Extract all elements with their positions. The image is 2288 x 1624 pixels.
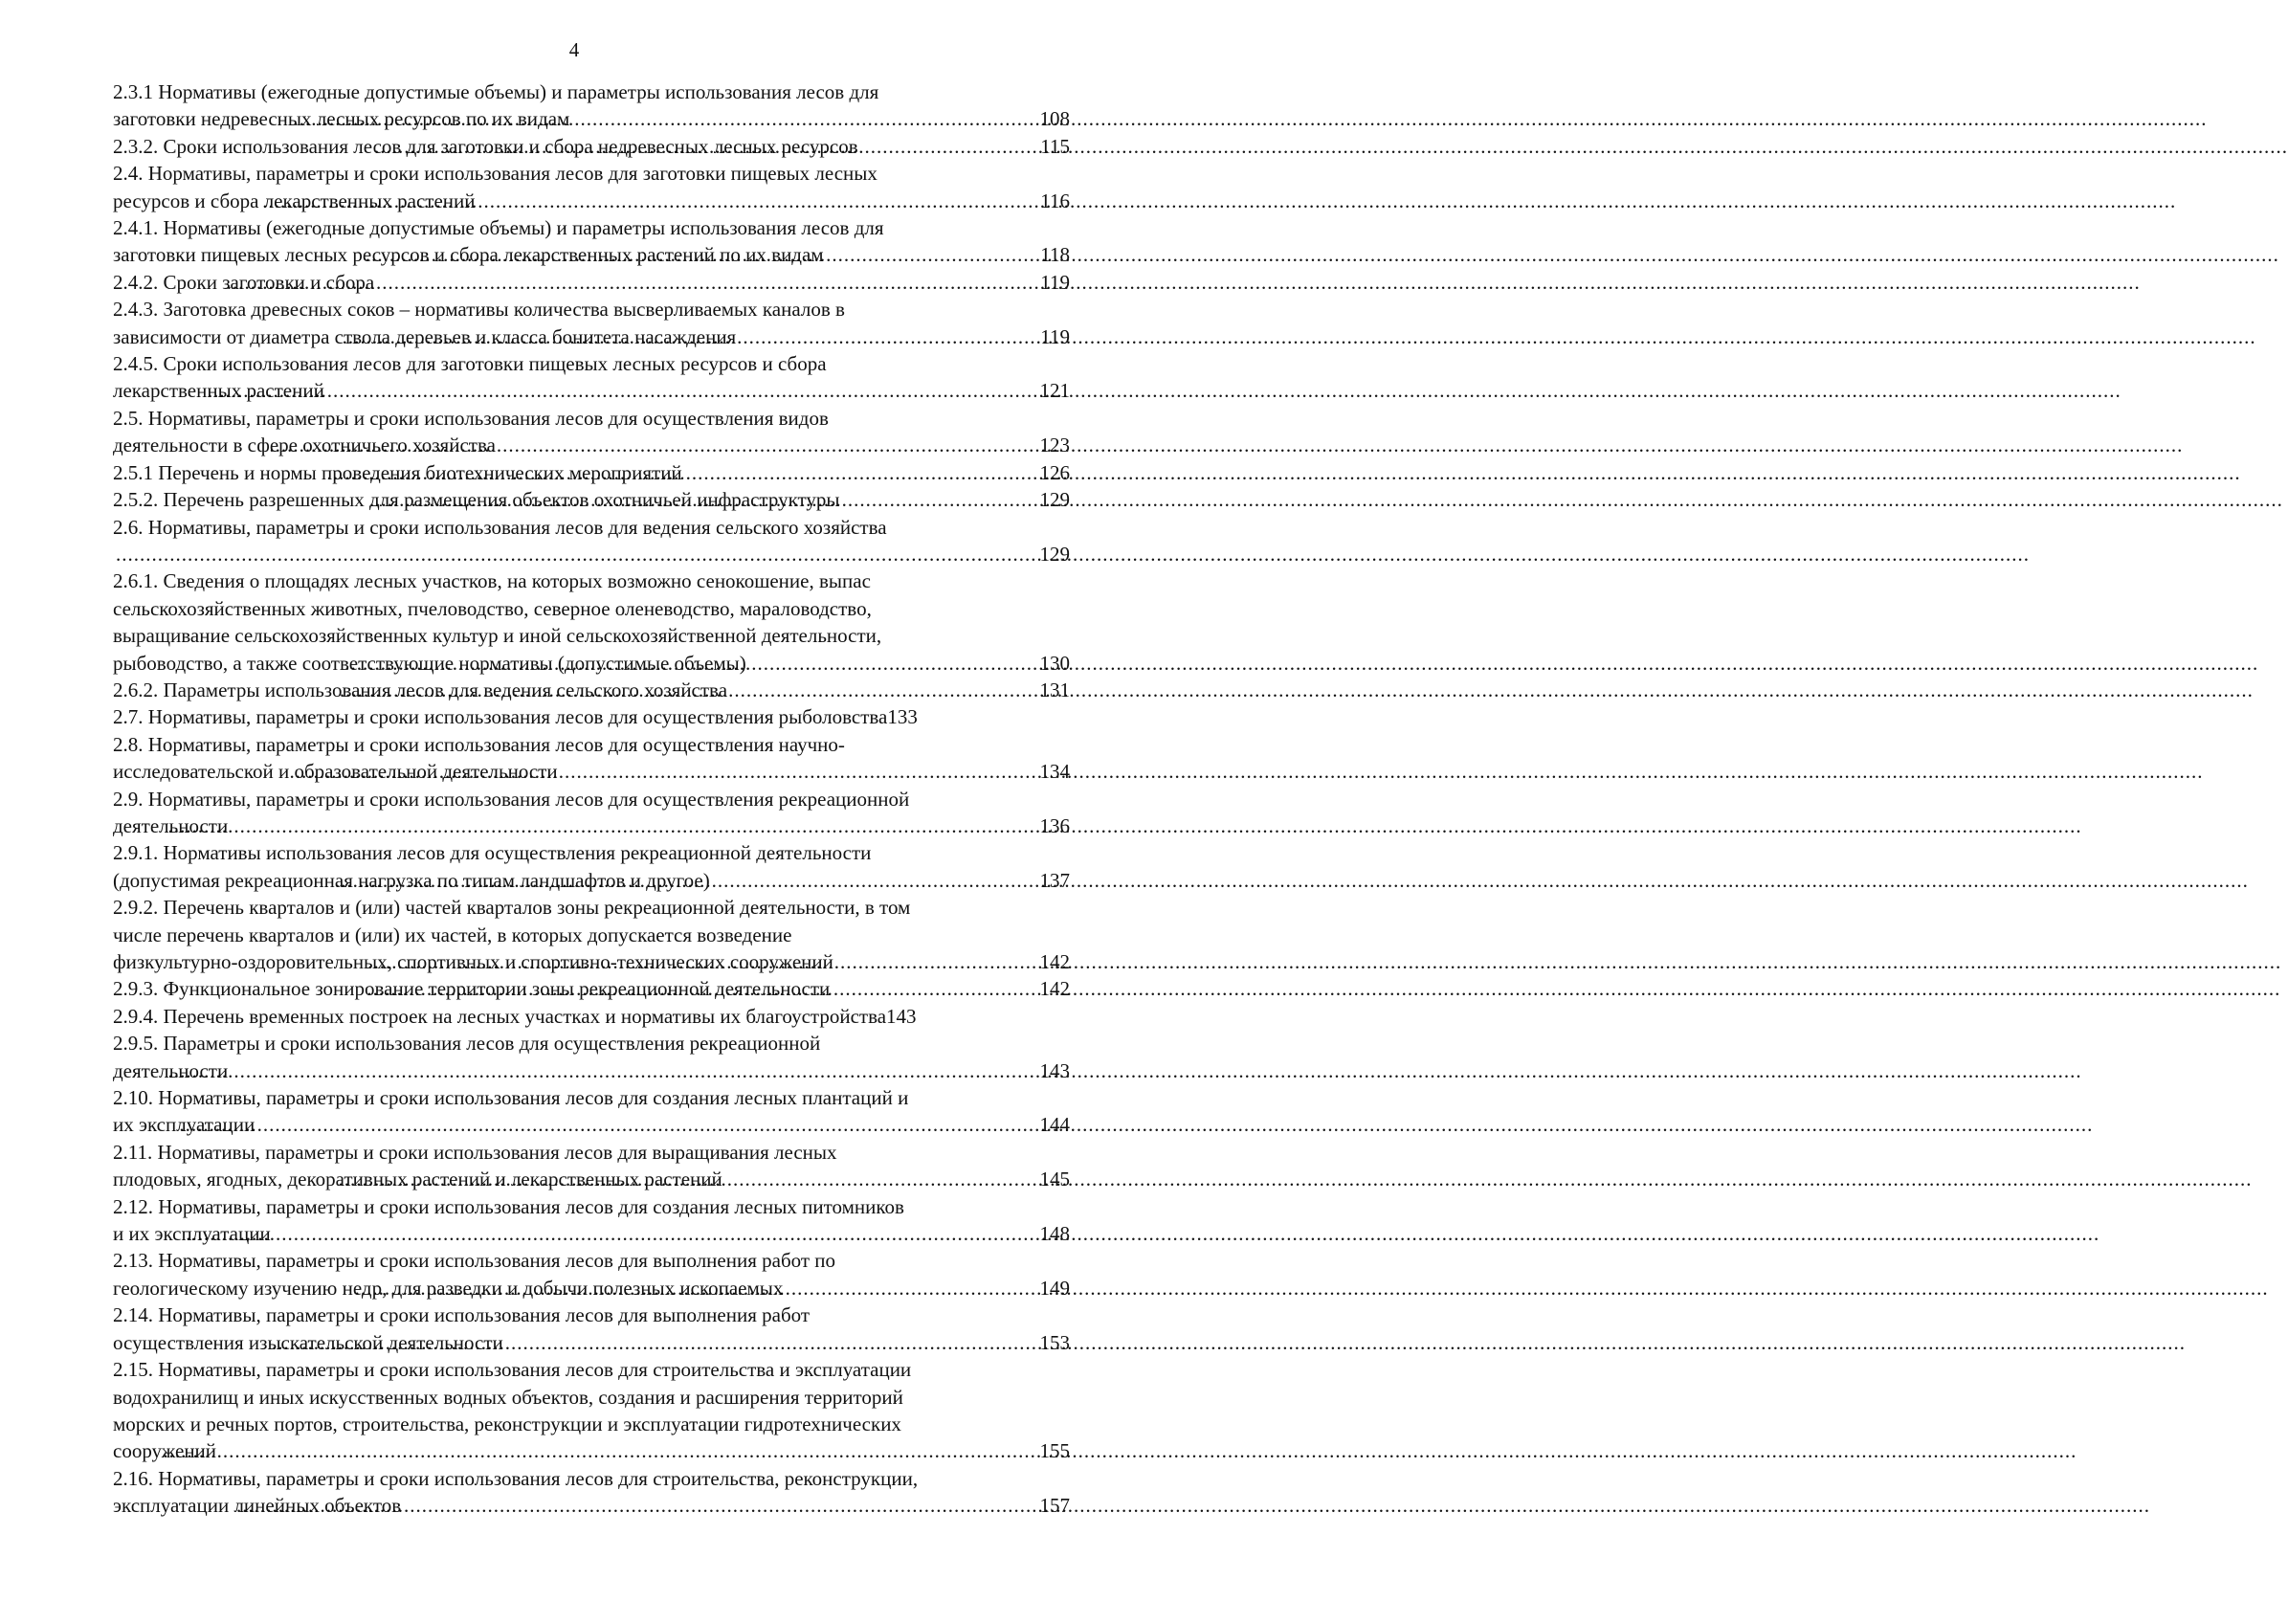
toc-entry bbox=[113, 405, 1070, 459]
toc-page-number: 144 bbox=[1039, 1113, 1070, 1137]
toc-page-number: 119 bbox=[1040, 324, 1070, 348]
toc-entry-title: ресурсов и сбора лекарственных растений bbox=[113, 189, 476, 212]
toc-entry-last-line bbox=[113, 133, 1070, 160]
toc-entry-last-line bbox=[113, 1166, 1070, 1192]
toc-entry-title: и их эксплуатации bbox=[113, 1222, 271, 1246]
toc-entry bbox=[113, 839, 1070, 894]
toc-entry-title: исследовательской и образовательной деятельности bbox=[113, 760, 558, 784]
dot-leader bbox=[335, 867, 1037, 894]
toc-page-number: 145 bbox=[1039, 1168, 1070, 1191]
toc-entry-title: лекарственных растений bbox=[113, 379, 324, 403]
toc-page-number: 131 bbox=[1039, 678, 1070, 701]
toc-entry-last-line bbox=[113, 241, 1070, 268]
toc-page-number: 157 bbox=[1039, 1494, 1070, 1518]
toc-page-number: 129 bbox=[1039, 542, 1070, 566]
toc-entry-last-line bbox=[113, 486, 1070, 513]
toc-page-number: 116 bbox=[1040, 189, 1070, 212]
toc-entry bbox=[113, 214, 1070, 269]
toc-entry-title: деятельности в сфере охотничьего хозяйства bbox=[113, 434, 496, 457]
toc-entry-title: заготовки недревесных лесных ресурсов по их видам bbox=[113, 107, 570, 131]
toc-entry bbox=[113, 160, 1070, 214]
toc-entry-title: 2.3.2. Сроки использования лесов для заготовки и сбора недревесных лесных ресурсов bbox=[113, 134, 858, 158]
toc-page-number: 143 bbox=[1039, 1058, 1070, 1082]
toc-entry bbox=[113, 1030, 1070, 1084]
toc-entry-title: их эксплуатации bbox=[113, 1113, 255, 1137]
toc-entry-title: рыбоводство, а также соответствующие нормативы (допустимые объемы) bbox=[113, 651, 746, 675]
toc-entry-title: 2.4.2. Сроки заготовки и сбора bbox=[113, 270, 375, 294]
toc-page-number: 108 bbox=[1039, 107, 1070, 131]
toc-page-number: 137 bbox=[1039, 868, 1070, 892]
dot-leader bbox=[374, 133, 1037, 160]
dot-leader bbox=[343, 323, 1038, 350]
toc-entry-line: 2.3.1 Нормативы (ежегодные допустимые объемы) и параметры использования лесов для bbox=[113, 80, 879, 103]
toc-entry-line: 2.4. Нормативы, параметры и сроки использования лесов для заготовки пищевых лесных bbox=[113, 162, 877, 186]
toc-entry-last-line bbox=[113, 650, 1070, 677]
toc-entry bbox=[113, 269, 1070, 296]
dot-leader bbox=[269, 432, 1036, 458]
toc-entry-title: плодовых, ягодных, декоративных растений и лекарственных растений bbox=[113, 1168, 722, 1191]
toc-entry-title: (допустимая рекреационная нагрузка по типам ландшафтов и другое) bbox=[113, 868, 710, 892]
toc-page-number: 153 bbox=[1039, 1330, 1070, 1354]
toc-entry-last-line bbox=[113, 1437, 1070, 1464]
toc-entry-title: осуществления изыскательской деятельности bbox=[113, 1330, 503, 1354]
toc-entry-last-line bbox=[113, 377, 1070, 404]
toc-entry bbox=[113, 1084, 1070, 1139]
toc-entry-title: 2.9.3. Функциональное зонирование территории зоны рекреационной деятельности bbox=[113, 977, 831, 1001]
toc-entry-last-line bbox=[113, 1220, 1070, 1247]
toc-page-number: 142 bbox=[1039, 950, 1070, 973]
toc-entry bbox=[113, 1003, 1070, 1030]
dot-leader bbox=[344, 650, 1036, 677]
toc-entry bbox=[113, 133, 1070, 160]
toc-entry-line: 2.12. Нормативы, параметры и сроки использования лесов для создания лесных питомников bbox=[113, 1194, 904, 1218]
toc-entry-line: 2.10. Нормативы, параметры и сроки использования лесов для создания лесных плантаций и bbox=[113, 1086, 909, 1110]
toc-entry bbox=[113, 1247, 1070, 1301]
toc-entry-line: 2.5. Нормативы, параметры и сроки использования лесов для осуществления видов bbox=[113, 406, 829, 430]
dot-leader bbox=[289, 758, 1036, 785]
toc-entry-line: 2.9.5. Параметры и сроки использования лесов для осуществления рекреационной bbox=[113, 1032, 821, 1056]
toc-entry-line: 2.4.3. Заготовка древесных соков – нормативы количества высверливаемых каналов в bbox=[113, 298, 845, 322]
toc-entry-title: деятельности bbox=[113, 813, 229, 837]
toc-entry-line: водохранилищ и иных искусственных водных объектов, создания и расширения территорий bbox=[113, 1385, 903, 1409]
toc-entry-last-line bbox=[113, 1329, 1070, 1356]
toc-entry-last-line bbox=[113, 867, 1070, 894]
toc-page-number: 129 bbox=[1039, 488, 1070, 512]
toc-entry bbox=[113, 1465, 1070, 1520]
dot-leader bbox=[355, 1275, 1037, 1301]
toc-entry bbox=[113, 975, 1070, 1002]
toc-entry-title: 2.5.1 Перечень и нормы проведения биотехнических мероприятий bbox=[113, 460, 682, 484]
dot-leader bbox=[367, 975, 1036, 1002]
toc-entry-title: зависимости от диаметра ствола деревьев и класса бонитета насаждения bbox=[113, 324, 737, 348]
toc-entry-line: числе перечень кварталов и (или) их частей, в которых допускается возведение bbox=[113, 923, 792, 946]
dot-leader bbox=[168, 812, 1037, 839]
toc-entry bbox=[113, 1301, 1070, 1356]
toc-page-number: 123 bbox=[1039, 434, 1070, 457]
toc-entry-line: 2.14. Нормативы, параметры и сроки использования лесов для выполнения работ bbox=[113, 1303, 811, 1327]
toc-entry bbox=[113, 677, 1070, 703]
toc-entry-title: сооружений bbox=[113, 1439, 217, 1463]
toc-entry-last-line bbox=[113, 1111, 1070, 1138]
dot-leader bbox=[116, 541, 1037, 567]
toc-page-number: 115 bbox=[1040, 134, 1070, 158]
dot-leader bbox=[208, 377, 1037, 404]
dot-leader bbox=[168, 1057, 1037, 1084]
dot-leader bbox=[227, 269, 1037, 296]
toc-entry bbox=[113, 1193, 1070, 1248]
dot-leader bbox=[262, 188, 1037, 214]
toc-entry-line: морских и речных портов, строительства, реконструкции и эксплуатации гидротехнических bbox=[113, 1412, 901, 1435]
toc-entry-last-line bbox=[113, 975, 1070, 1002]
toc-entry bbox=[113, 731, 1070, 786]
toc-entry-title: 2.6.2. Параметры использования лесов для ведения сельского хозяйства bbox=[113, 678, 728, 701]
toc-entry-title: деятельности bbox=[113, 1058, 229, 1082]
toc-entry-last-line bbox=[113, 459, 1070, 486]
toc-entry-title: 2.5.2. Перечень разрешенных для размещения объектов охотничьей инфраструктуры bbox=[113, 488, 840, 512]
toc-entry-title: физкультурно-оздоровительных, спортивных и спортивно-технических сооружений bbox=[113, 950, 833, 973]
toc-page-number: 130 bbox=[1039, 651, 1070, 675]
toc-page-number: 148 bbox=[1039, 1222, 1070, 1246]
toc-entry-line: сельскохозяйственных животных, пчеловодство, северное оленеводство, мараловодство, bbox=[113, 596, 872, 620]
toc-entry bbox=[113, 78, 1070, 133]
dot-leader bbox=[327, 459, 1037, 486]
dot-leader bbox=[367, 948, 1036, 975]
toc-page-number: 155 bbox=[1039, 1439, 1070, 1463]
toc-entry-line: 2.6.1. Сведения о площадях лесных участков, на которых возможно сенокошение, выпас bbox=[113, 569, 871, 593]
toc-entry-last-line bbox=[113, 758, 1070, 785]
toc-entry-line: 2.8. Нормативы, параметры и сроки использования лесов для осуществления научно- bbox=[113, 732, 845, 756]
toc-page-number: 142 bbox=[1039, 977, 1070, 1001]
toc-entry-line: 2.15. Нормативы, параметры и сроки использования лесов для строительства и эксплуатации bbox=[113, 1358, 912, 1382]
toc-entry bbox=[113, 1356, 1070, 1465]
toc-entry-last-line bbox=[113, 812, 1070, 839]
dot-leader bbox=[236, 1492, 1037, 1519]
toc-entry-last-line bbox=[113, 1275, 1070, 1301]
toc-entry bbox=[113, 514, 1070, 568]
toc-entry bbox=[113, 1139, 1070, 1193]
page-number: 4 bbox=[568, 38, 580, 61]
toc-page-number: 121 bbox=[1039, 379, 1070, 403]
toc-entry-line: 2.9.1. Нормативы использования лесов для осуществления рекреационной деятельности bbox=[113, 841, 872, 865]
toc-entry-last-line bbox=[113, 541, 1070, 567]
toc-entry-line: 2.13. Нормативы, параметры и сроки использования лесов для выполнения работ по bbox=[113, 1249, 836, 1273]
dot-leader bbox=[163, 1437, 1036, 1464]
dot-leader bbox=[366, 241, 1037, 268]
toc-entry-title: геологическому изучению недр, для разведки и добычи полезных ископаемых bbox=[113, 1276, 784, 1300]
dot-leader bbox=[179, 1111, 1036, 1138]
dot-leader bbox=[338, 1166, 1036, 1192]
toc-entry-last-line bbox=[113, 323, 1070, 350]
toc-entry-title: заготовки пищевых лесных ресурсов и сбора лекарственных растений по их видам bbox=[113, 243, 824, 267]
dot-leader bbox=[186, 1220, 1036, 1247]
toc-entry-line: 2.9.4. Перечень временных построек на лесных участках и нормативы их благоустройства143 bbox=[113, 1004, 917, 1028]
dot-leader bbox=[293, 105, 1036, 132]
toc-entry bbox=[113, 567, 1070, 677]
toc-entry-line: 2.6. Нормативы, параметры и сроки использования лесов для ведения сельского хозяйства bbox=[113, 515, 887, 539]
toc-entry-line: 2.9.2. Перечень кварталов и (или) частей кварталов зоны рекреационной деятельности, в том bbox=[113, 896, 911, 920]
toc-entry bbox=[113, 894, 1070, 975]
toc-entry-line: 2.9. Нормативы, параметры и сроки использования лесов для осуществления рекреационной bbox=[113, 787, 910, 811]
toc-entry-line: 2.4.1. Нормативы (ежегодные допустимые объемы) и параметры использования лесов для bbox=[113, 216, 884, 240]
dot-leader bbox=[340, 677, 1037, 703]
toc-entry-title: эксплуатации линейных объектов bbox=[113, 1494, 402, 1518]
toc-entry-last-line bbox=[113, 948, 1070, 975]
toc-page-number: 118 bbox=[1040, 243, 1070, 267]
table-of-contents bbox=[113, 78, 1070, 1520]
toc-entry-last-line bbox=[113, 432, 1070, 458]
toc-entry-last-line bbox=[113, 188, 1070, 214]
toc-entry bbox=[113, 786, 1070, 840]
toc-entry-last-line bbox=[113, 1492, 1070, 1519]
toc-entry bbox=[113, 486, 1070, 513]
toc-entry-last-line bbox=[113, 1057, 1070, 1084]
toc-page-number: 136 bbox=[1039, 813, 1070, 837]
toc-entry-line: 2.16. Нормативы, параметры и сроки использования лесов для строительства, реконструкции, bbox=[113, 1466, 919, 1490]
toc-entry-last-line bbox=[113, 269, 1070, 296]
toc-entry-line: выращивание сельскохозяйственных культур и иной сельскохозяйственной деятельности, bbox=[113, 624, 882, 648]
toc-entry-last-line bbox=[113, 677, 1070, 703]
toc-entry-last-line bbox=[113, 105, 1070, 132]
toc-entry bbox=[113, 459, 1070, 486]
toc-page-number: 126 bbox=[1039, 460, 1070, 484]
toc-entry-line: 2.7. Нормативы, параметры и сроки использования лесов для осуществления рыболовства133 bbox=[113, 705, 918, 729]
dot-leader bbox=[272, 1329, 1037, 1356]
toc-entry bbox=[113, 350, 1070, 405]
toc-entry-line: 2.4.5. Сроки использования лесов для заготовки пищевых лесных ресурсов и сбора bbox=[113, 352, 827, 376]
dot-leader bbox=[369, 486, 1037, 513]
toc-entry-line: 2.11. Нормативы, параметры и сроки использования лесов для выращивания лесных bbox=[113, 1140, 837, 1164]
toc-entry bbox=[113, 703, 1070, 730]
toc-page-number: 134 bbox=[1039, 760, 1070, 784]
toc-entry bbox=[113, 296, 1070, 350]
toc-page-number: 119 bbox=[1040, 270, 1070, 294]
toc-page-number: 149 bbox=[1039, 1276, 1070, 1300]
